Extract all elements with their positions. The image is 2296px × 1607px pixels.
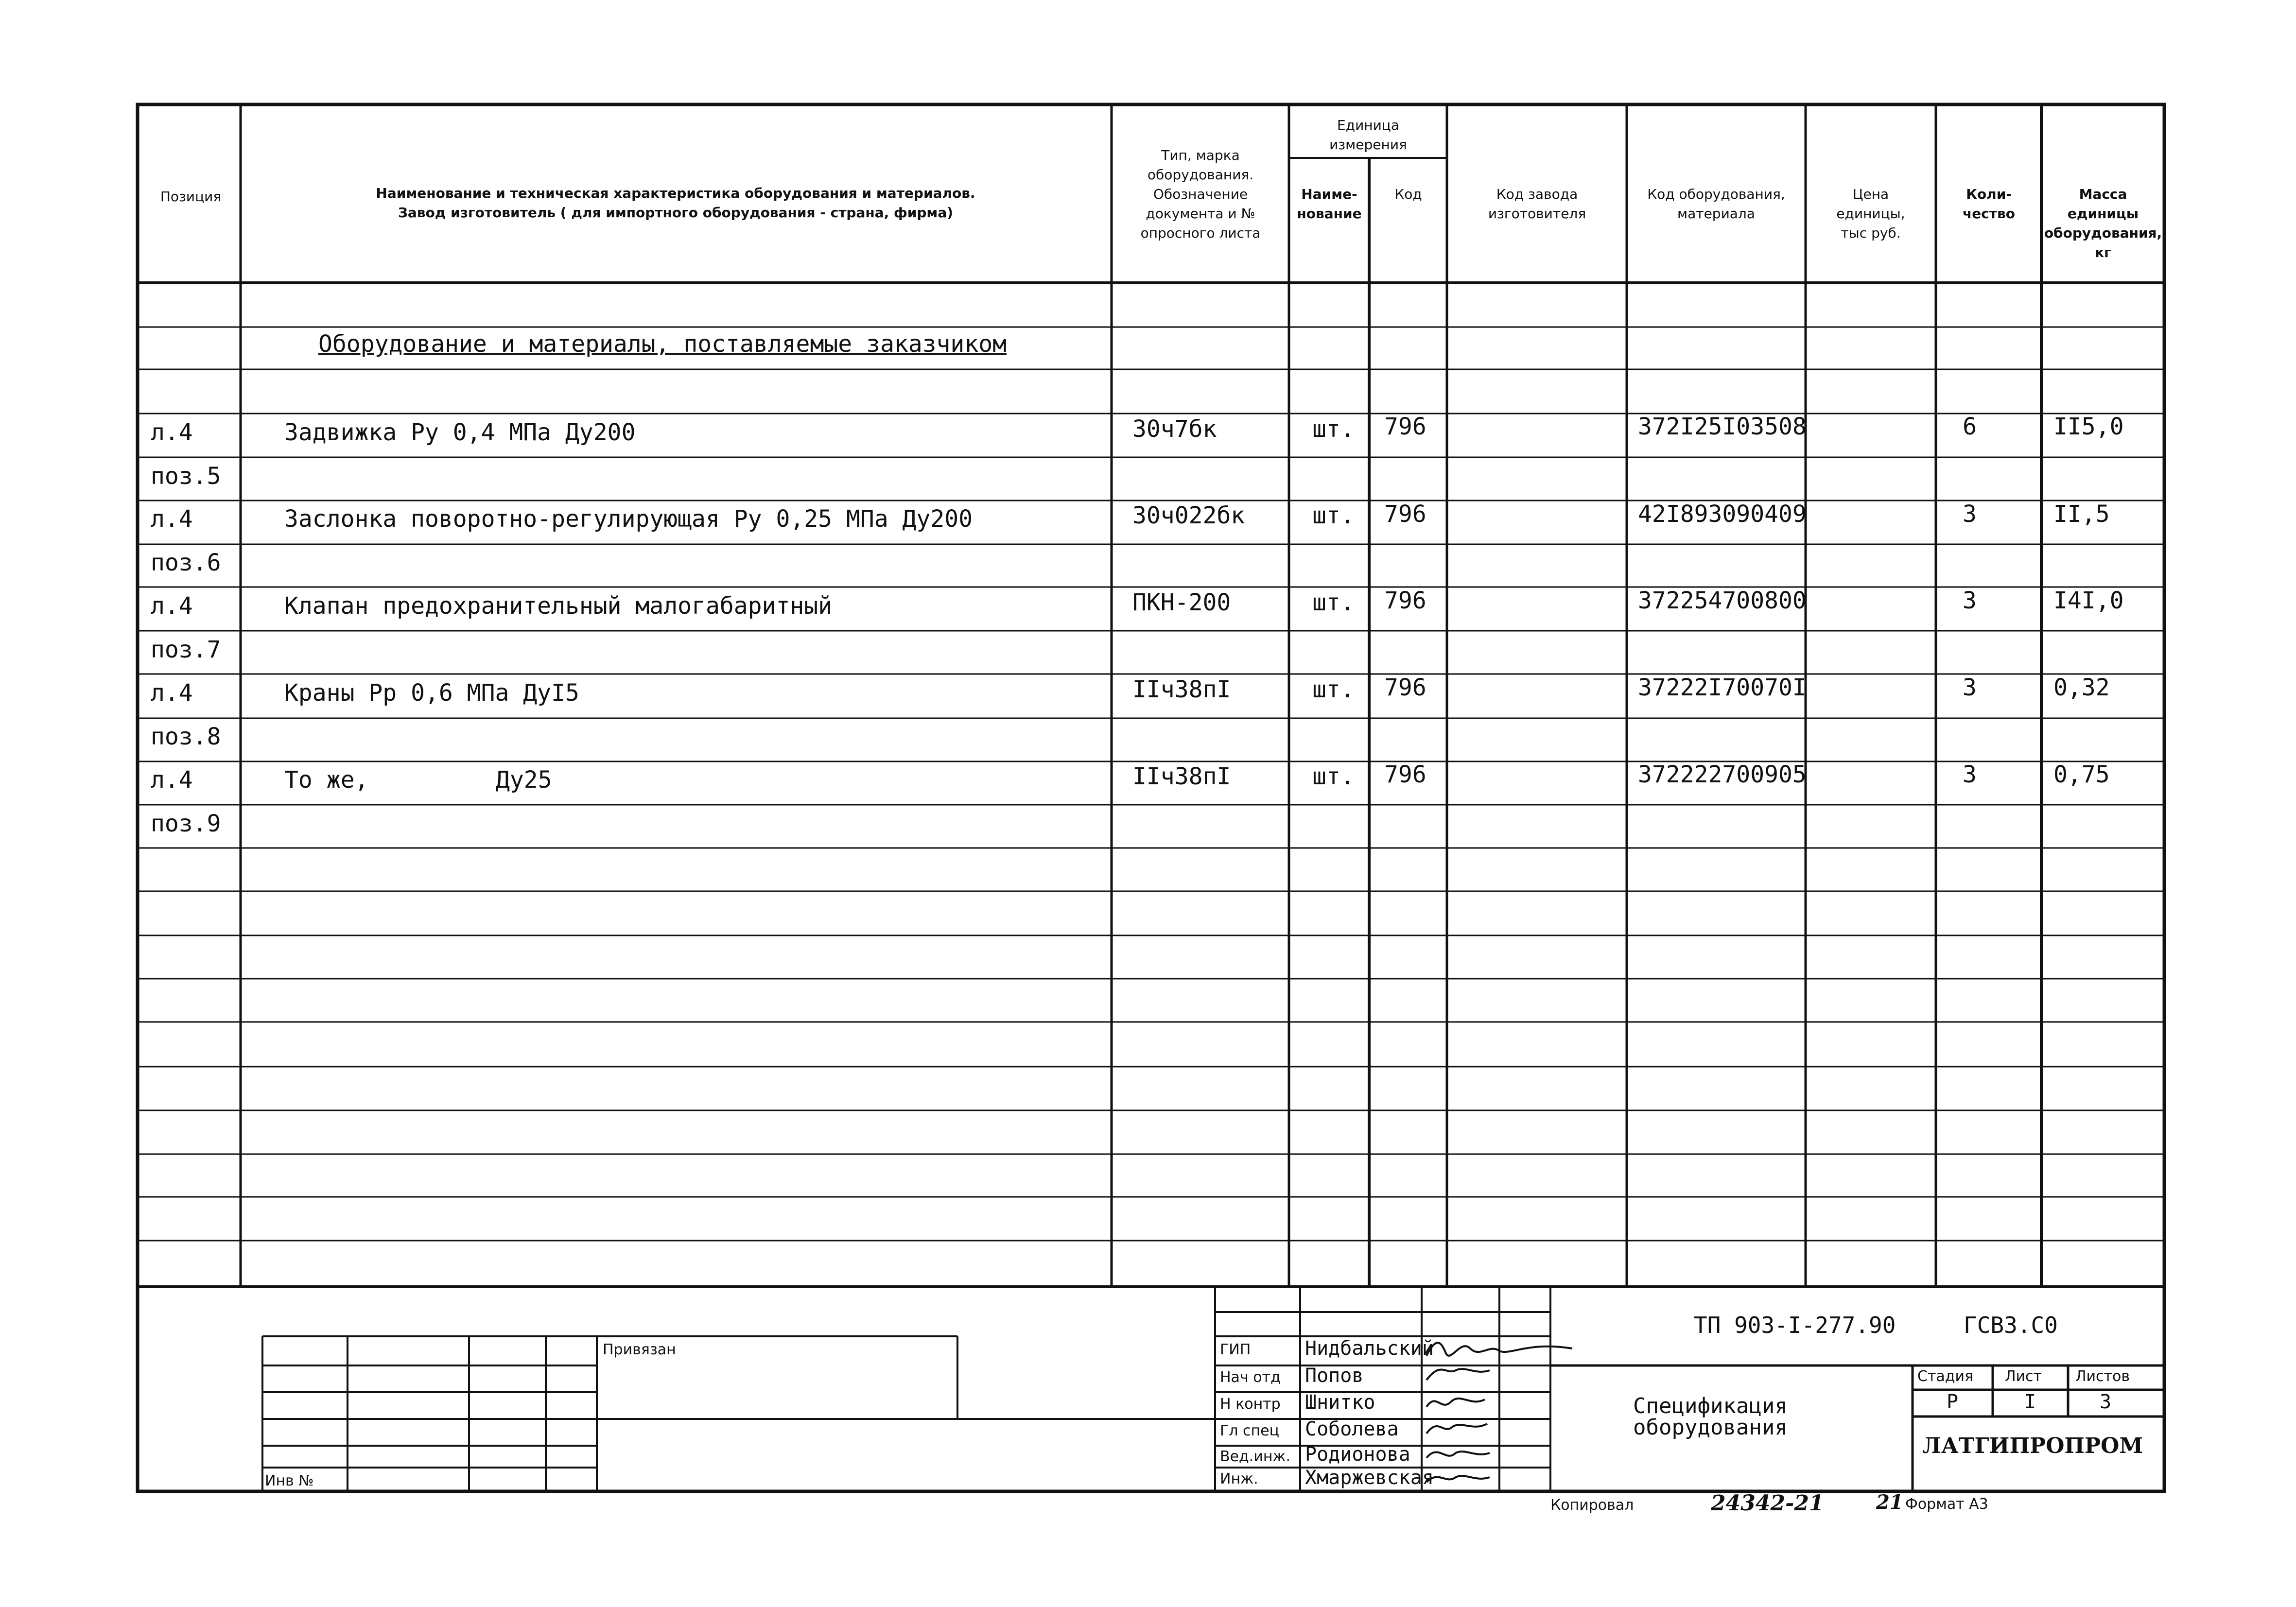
row-type: IIч38пI (1132, 676, 1231, 703)
header-type-line: Обозначение (1153, 186, 1248, 202)
stamp-name: Нидбальский (1305, 1337, 1434, 1360)
stamp-doc-suffix: ГСВ3.С0 (1964, 1312, 2058, 1338)
row-type: IIч38пI (1132, 763, 1231, 790)
stamp-name: Соболева (1305, 1418, 1399, 1440)
stamp-number: 24342-21 (1711, 1491, 1824, 1516)
row-eq-code: 372222700905 (1638, 761, 1807, 788)
header-unit-name-line: Наиме- (1301, 186, 1357, 202)
header-equipment-line: материала (1677, 206, 1755, 222)
stamp-role: Вед.инж. (1220, 1448, 1290, 1465)
header-position: Позиция (160, 189, 222, 205)
row-mass: 0,32 (2053, 674, 2110, 701)
section-title: Оборудование и материалы, поставляемые заказчиком (318, 330, 1007, 358)
header-name-line1: Наименование и техническая характеристика оборудования и материалов. (376, 185, 975, 201)
row-type: 30ч022бк (1132, 502, 1245, 529)
row-sheet: л.4 (151, 592, 193, 620)
stamp-name: Попов (1305, 1365, 1364, 1387)
header-quantity-line: чество (1963, 206, 2015, 222)
stamp-name: Шнитко (1305, 1391, 1375, 1414)
header-type-line: опросного листа (1140, 225, 1261, 241)
row-code: 796 (1384, 761, 1426, 788)
header-price-line: тыс руб. (1841, 225, 1901, 241)
row-type: 30ч7бк (1132, 415, 1217, 443)
row-name: Клапан предохранительный малогабаритный (284, 592, 833, 620)
stamp-role: ГИП (1220, 1341, 1251, 1358)
stamp-number-suffix: 21 (1876, 1491, 1903, 1514)
row-code: 796 (1384, 501, 1426, 528)
header-type-line: документа и № (1146, 206, 1255, 222)
header-unit-line: Единица (1337, 117, 1399, 133)
stamp-sheet: I (2024, 1391, 2036, 1413)
header-price-line: Цена (1852, 186, 1889, 202)
row-name: Краны Рр 0,6 МПа ДуI5 (284, 679, 579, 707)
header-mass-line: Масса (2079, 186, 2127, 202)
stamp-role: Н контр (1220, 1396, 1281, 1413)
header-unit-name-line: нование (1297, 206, 1362, 222)
row-sheet: л.4 (151, 679, 193, 707)
row-mass: II5,0 (2053, 413, 2124, 440)
stamp-privyazan: Привязан (603, 1341, 676, 1358)
stamp-role: Гл спец (1220, 1422, 1279, 1439)
row-qty: 6 (1963, 413, 1977, 440)
row-type: ПКН-200 (1132, 589, 1231, 616)
stamp-stage: Р (1947, 1391, 1959, 1413)
header-mass-line: кг (2095, 244, 2111, 260)
header-equipment-line: Код оборудования, (1647, 186, 1785, 202)
stamp-name: Родионова (1305, 1443, 1410, 1466)
header-mass-line: единицы (2067, 206, 2139, 222)
header-price-line: единицы, (1836, 206, 1905, 222)
row-qty: 3 (1963, 761, 1977, 788)
header-unit-line: измерения (1329, 137, 1407, 153)
row-name: Заслонка поворотно-регулирующая Ру 0,25 МПа Ду200 (284, 505, 973, 533)
row-pos: поз.5 (151, 463, 221, 490)
row-eq-code: 42I893090409 (1638, 501, 1807, 528)
header-mass-line: оборудования, (2044, 225, 2162, 241)
row-eq-code: 372I25I03508 (1638, 413, 1807, 440)
row-name-extra: Ду25 (496, 766, 552, 794)
row-name: То же, (284, 766, 369, 794)
row-pos: поз.9 (151, 810, 221, 837)
row-eq-code: 37222I70070I (1638, 674, 1807, 701)
row-code: 796 (1384, 674, 1426, 701)
stamp-role: Нач отд (1220, 1369, 1281, 1386)
row-code: 796 (1384, 587, 1426, 614)
header-type-line: оборудования. (1147, 167, 1254, 183)
header-unit-code: Код (1394, 186, 1422, 202)
row-pos: поз.6 (151, 549, 221, 576)
row-mass: 0,75 (2053, 761, 2110, 788)
row-eq-code: 372254700800 (1638, 587, 1807, 614)
row-unit: шт. (1312, 589, 1355, 616)
stamp-sheet-label: Лист (2005, 1368, 2042, 1385)
stamp-organization: ЛАТГИПРОПРОМ (1922, 1434, 2143, 1458)
stamp-format: Формат А3 (1905, 1496, 1988, 1513)
row-name: Задвижка Ру 0,4 МПа Ду200 (284, 419, 636, 446)
row-unit: шт. (1312, 415, 1355, 443)
stamp-name: Хмаржевская (1305, 1467, 1434, 1489)
stamp-role: Инж. (1220, 1470, 1258, 1487)
row-pos: поз.8 (151, 723, 221, 750)
stamp-sheets: 3 (2100, 1391, 2112, 1413)
row-sheet: л.4 (151, 419, 193, 446)
row-mass: I4I,0 (2053, 587, 2124, 614)
stamp-doc-code: ТП 903-I-277.90 (1694, 1312, 1896, 1338)
stamp-title (1633, 1396, 1788, 1438)
header-name-line2: Завод изготовитель ( для импортного оборудования - страна, фирма) (398, 205, 954, 221)
row-qty: 3 (1963, 674, 1977, 701)
stamp-stage-label: Стадия (1917, 1368, 1974, 1385)
header-factory-line: изготовителя (1488, 206, 1586, 222)
row-sheet: л.4 (151, 505, 193, 533)
row-pos: поз.7 (151, 636, 221, 663)
stamp-title-line: Спецификация (1633, 1394, 1788, 1418)
row-sheet: л.4 (151, 766, 193, 794)
row-unit: шт. (1312, 763, 1355, 790)
stamp-title-line: оборудования (1633, 1415, 1788, 1440)
stamp-sheets-label: Листов (2075, 1368, 2130, 1385)
stamp-copied: Копировал (1550, 1497, 1634, 1514)
header-quantity-line: Коли- (1966, 186, 2012, 202)
row-qty: 3 (1963, 501, 1977, 528)
stamp-inv-no: Инв № (265, 1472, 314, 1489)
header-type-line: Тип, марка (1161, 147, 1240, 163)
row-unit: шт. (1312, 676, 1355, 703)
header-factory-line: Код завода (1496, 186, 1578, 202)
row-unit: шт. (1312, 502, 1355, 529)
row-qty: 3 (1963, 587, 1977, 614)
row-mass: II,5 (2053, 501, 2110, 528)
row-code: 796 (1384, 413, 1426, 440)
